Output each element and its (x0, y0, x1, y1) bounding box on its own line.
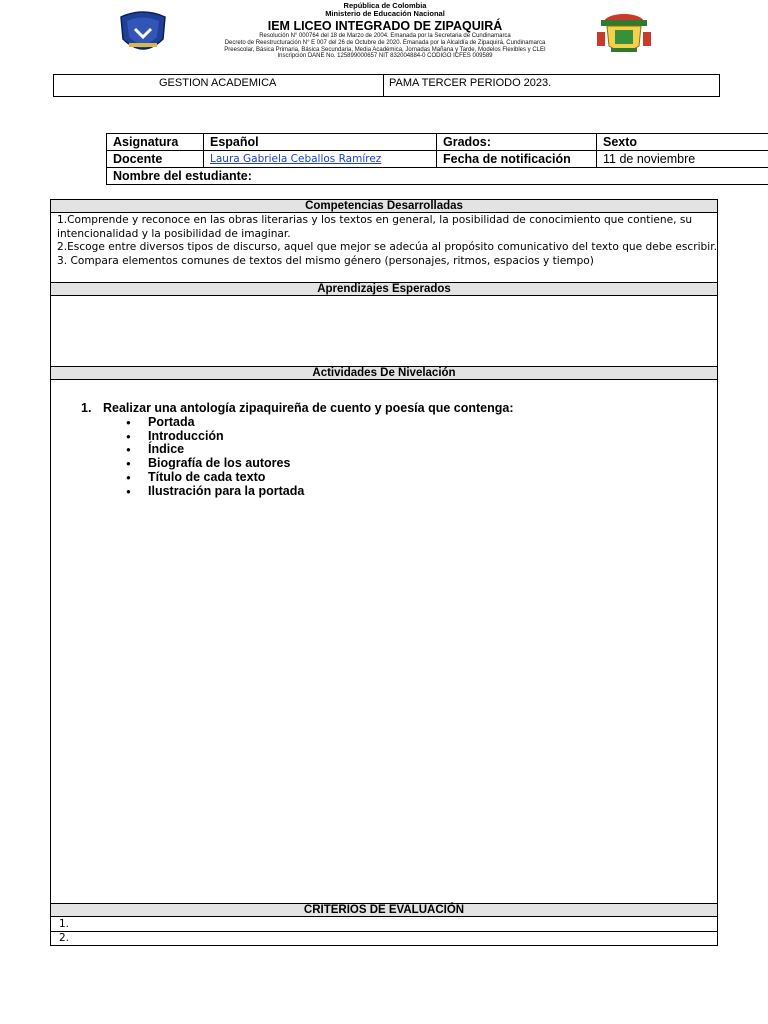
evaluation-criteria-heading: CRITERIOS DE EVALUACIÓN (51, 903, 717, 917)
competency-item: 3. Compara elementos comunes de textos del mismo género (personajes, ritmos, espacios y tiempo) (57, 254, 594, 267)
teacher-label: Docente (107, 151, 204, 168)
activity-item (81, 402, 514, 416)
school-shield-logo (115, 9, 171, 57)
teacher-name-link[interactable]: Laura Gabriela Ceballos Ramírez (210, 153, 382, 165)
grade-label: Grados: (437, 134, 597, 151)
table-row (107, 168, 768, 185)
table-row (107, 151, 768, 168)
competencies-list (57, 214, 717, 268)
document-header (105, 0, 663, 64)
competency-item: 2.Escoge entre diversos tipos de discurso, aquel que mejor se adecúa al propósito comunicativo del texto que debe escribir. (57, 241, 717, 254)
anthology-requirements (81, 416, 514, 499)
student-name-label: Nombre del estudiante: (107, 168, 768, 185)
criteria-item: 2. (59, 932, 70, 944)
grade-value: Sexto (597, 134, 768, 151)
list-item: ● Biografía de los autores (126, 457, 514, 471)
notification-date-label: Fecha de notificación (437, 151, 597, 168)
management-area: GESTION ACADEMICA (54, 75, 384, 96)
plan-period: PAMA TERCER PERIODO 2023. (389, 77, 552, 89)
plan-content-frame (50, 199, 718, 946)
subject-value: Español (204, 134, 437, 151)
subject-label: Asignatura (107, 134, 204, 151)
teacher-cell (204, 151, 437, 168)
activity-number: 1. (81, 401, 92, 415)
institution-title: IEM LICEO INTEGRADO DE ZIPAQUIRÁ (267, 19, 503, 33)
activity-text: Realizar una antología zipaquireña de cuento y poesía que contenga: (103, 401, 514, 415)
decree-line: Decreto de Reestructuración N° E 007 del 26 de Octubre de 2020. Emanada por la Alcaldía de Zipaquirá, Cundinamarca (224, 39, 546, 46)
competencies-heading: Competencias Desarrolladas (51, 200, 717, 213)
institution-heading (165, 2, 605, 60)
list-item: ● Índice (126, 443, 514, 457)
activities-heading: Actividades De Nivelación (51, 366, 717, 380)
table-row (107, 134, 768, 151)
list-item: ● Título de cada texto (126, 471, 514, 485)
registration-line: Inscripción DANE No. 125899000657 NIT 832004884-0 CODIGO ICFES 009589 (277, 53, 493, 60)
notification-date-value: 11 de noviembre (597, 151, 768, 168)
criteria-divider (51, 931, 717, 932)
list-item: ● Introducción (126, 430, 514, 444)
country-line: República de Colombia (343, 1, 427, 10)
list-item: ● Ilustración para la portada (126, 485, 514, 499)
student-info-table (106, 133, 768, 185)
competency-item: 1.Comprende y reconoce en las obras literarias y los textos en general, la posibilidad de conocimiento que contiene, su intencionalidad y la posibilidad de imaginar. (57, 214, 693, 240)
criteria-item: 1. (59, 918, 70, 930)
expected-learning-heading: Aprendizajes Esperados (51, 282, 717, 296)
ministry-line: Ministerio de Educación Nacional (325, 9, 445, 18)
management-header-table (53, 74, 720, 97)
levels-line: Preescolar, Básica Primaria, Básica Secundaria, Media Académica, Jornadas Mañana y Tarde, Modelos Flexibles y CLEI (224, 46, 546, 53)
resolution-line: Resolución N° 000764 del 18 de Marzo de 2004. Emanada por la Secretaria de Cundinamarca (259, 33, 511, 39)
activity-list (81, 402, 514, 499)
list-item: ● Portada (126, 416, 514, 430)
municipal-crest-logo (593, 12, 655, 56)
